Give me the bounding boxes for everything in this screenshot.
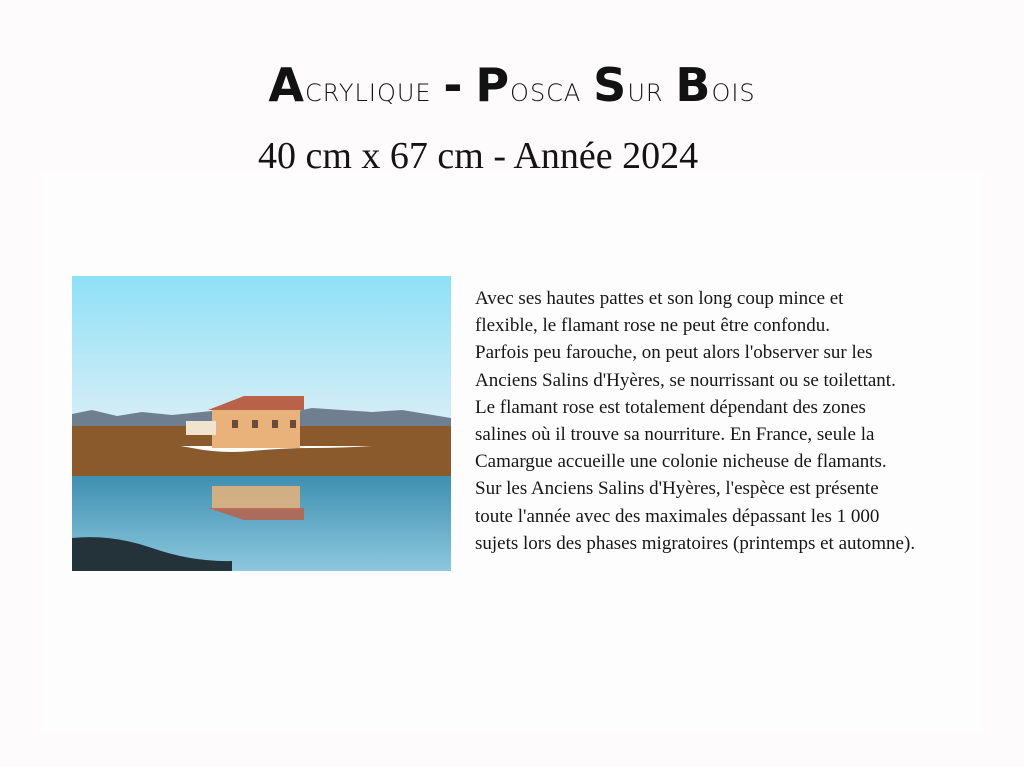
- text-line: Anciens Salins d'Hyères, se nourrissant ou se toilettant.: [475, 369, 896, 391]
- title-word: Bois: [675, 58, 756, 112]
- text-line: flexible, le flamant rose ne peut être confondu.: [475, 315, 831, 337]
- title-word: -: [443, 58, 464, 112]
- text-line: salines où il trouve sa nourriture. En France, seule la: [475, 424, 875, 446]
- text-line: Le flamant rose est totalement dépendant des zones: [475, 396, 866, 418]
- text-line: Camargue accueille une colonie nicheuse de flamants.: [475, 451, 887, 473]
- page-title: [0, 58, 1024, 112]
- description-text: [475, 285, 1005, 557]
- text-line: Sur les Anciens Salins d'Hyères, l'espèce est présente: [475, 478, 879, 500]
- house-window: [290, 420, 296, 428]
- house-window: [252, 420, 258, 428]
- title-word: Acrylique: [268, 58, 432, 112]
- landscape-photo: [72, 276, 451, 571]
- text-line: toute l'année avec des maximales dépassant les 1 000: [475, 505, 880, 527]
- salins-house-image: [72, 276, 451, 571]
- page-subtitle: 40 cm x 67 cm - Année 2024: [258, 135, 699, 177]
- title-word: Sur: [593, 58, 664, 112]
- text-line: sujets lors des phases migratoires (printemps et automne).: [475, 532, 916, 554]
- house-window: [272, 420, 278, 428]
- title-word: Posca: [475, 58, 582, 112]
- house-reflection: [212, 486, 300, 510]
- house-window: [232, 420, 238, 428]
- text-line: Parfois peu farouche, on peut alors l'observer sur les: [475, 342, 873, 364]
- text-line: Avec ses hautes pattes et son long coup mince et: [475, 288, 844, 309]
- side-cabin: [186, 421, 216, 435]
